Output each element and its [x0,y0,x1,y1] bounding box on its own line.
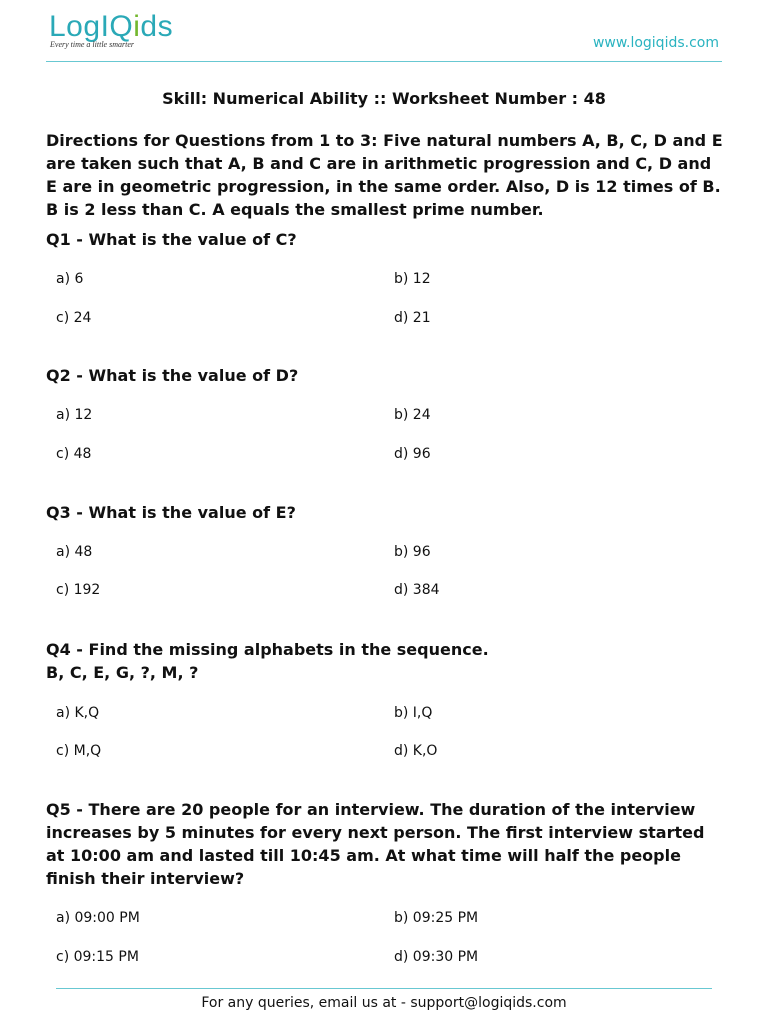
footer-contact: For any queries, email us at - support@logiqids.com [201,995,567,1011]
q3-option-d: d) 384 [394,582,440,598]
q2-option-d: d) 96 [394,446,431,462]
q4-option-c: c) M,Q [56,743,102,759]
q4-option-a: a) K,Q [56,705,100,721]
q3-option-c: c) 192 [56,582,101,598]
q4-option-b: b) I,Q [394,705,433,721]
q5-option-a: a) 09:00 PM [56,910,140,926]
question-3: Q3 - What is the value of E? [46,503,296,522]
q2-option-c: c) 48 [56,446,92,462]
page-header [0,0,768,62]
q4-option-d: d) K,O [394,743,438,759]
question-5: Q5 - There are 20 people for an interview. The duration of the interview increases by 5 minutes for every next person. The first interview started at 10:00 am and lasted till 10:45 am. At what time will half the people finish their interview? [46,800,705,888]
worksheet-title: Skill: Numerical Ability :: Worksheet Number : 48 [162,89,606,108]
q3-option-b: b) 96 [394,544,431,560]
website-link[interactable]: www.logiqids.com [592,35,719,51]
question-1: Q1 - What is the value of C? [46,230,297,249]
footer-divider [56,988,712,989]
q1-option-a: a) 6 [56,271,84,287]
header-divider [46,61,722,62]
q5-option-d: d) 09:30 PM [394,949,479,965]
logiqids-logo [49,11,173,43]
question-2: Q2 - What is the value of D? [46,366,299,385]
q1-option-b: b) 12 [394,271,431,287]
q5-option-b: b) 09:25 PM [394,910,479,926]
q5-option-c: c) 09:15 PM [56,949,139,965]
directions-text: Directions for Questions from 1 to 3: Five natural numbers A, B, C, D and E are taken such that A, B and C are in arithmetic progression and C, D and E are in geometric progression, in the same order. Also, D is 12 times of B. B is 2 less than C. A equals the smallest prime number. [46,131,723,219]
logo-wordmark: LogIQids [49,10,174,43]
q2-option-a: a) 12 [56,407,93,423]
q1-option-c: c) 24 [56,310,92,326]
q3-option-a: a) 48 [56,544,93,560]
q1-option-d: d) 21 [394,310,431,326]
question-4-sequence: B, C, E, G, ?, M, ? [46,663,199,682]
logo-tagline: Every time a little smarter [50,40,134,49]
question-4: Q4 - Find the missing alphabets in the sequence. [46,640,489,659]
q2-option-b: b) 24 [394,407,431,423]
